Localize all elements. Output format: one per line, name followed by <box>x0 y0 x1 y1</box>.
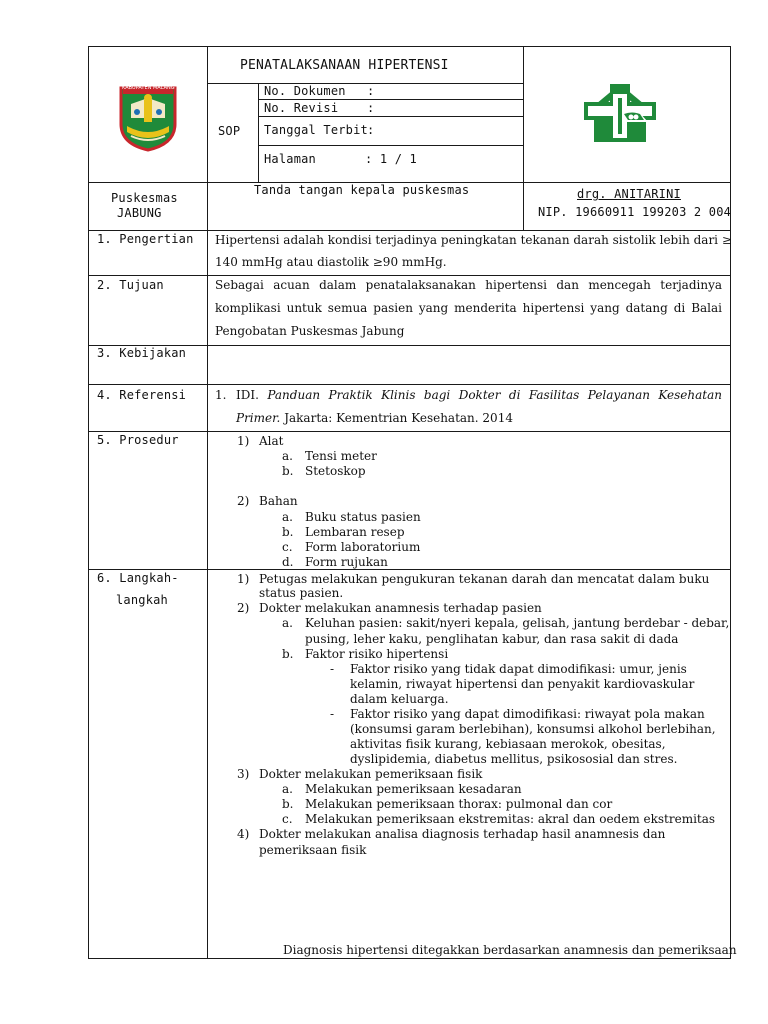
section-label-langkah-cont: langkah <box>116 593 168 607</box>
signature-label: Tanda tangan kepala puskesmas <box>254 183 470 197</box>
alat-heading: Alat <box>259 434 284 448</box>
bahan-item-marker: c. <box>282 540 293 554</box>
page-label: Halaman <box>264 152 316 166</box>
section-label-langkah: 6. Langkah- <box>97 571 179 585</box>
step-number: 3) <box>237 767 250 781</box>
tujuan-line-3: Pengobatan Puskesmas Jabung <box>215 324 405 338</box>
bahan-item: Form rujukan <box>305 555 388 569</box>
risk-text: Faktor risiko yang dapat dimodifikasi: riwayat pola makan <box>350 707 705 721</box>
risk-text: dalam keluarga. <box>350 692 449 706</box>
bahan-item-marker: a. <box>282 510 293 524</box>
issue-date-value: : <box>367 123 375 137</box>
alat-item-marker: a. <box>282 449 293 463</box>
kabupaten-malang-logo <box>117 84 179 152</box>
risk-text: (konsumsi garam berlebihan), konsumsi alkohol berlebihan, <box>350 722 716 736</box>
substep-text: Melakukan pemeriksaan kesadaran <box>305 782 522 796</box>
revision-value: : <box>367 101 375 115</box>
step-text: Dokter melakukan analisa diagnosis terhadap hasil anamnesis dan <box>259 827 666 841</box>
alat-item: Stetoskop <box>305 464 366 478</box>
referensi-line-2 <box>236 411 513 426</box>
referensi-author: IDI. <box>236 388 259 402</box>
section-label-referensi: 4. Referensi <box>97 388 187 402</box>
step-text: Petugas melakukan pengukuran tekanan darah dan mencatat dalam buku <box>259 572 710 586</box>
bahan-item: Buku status pasien <box>305 510 421 524</box>
row-divider-5 <box>88 569 731 570</box>
step-text: pemeriksaan fisik <box>259 843 367 857</box>
row-divider-sign <box>88 230 731 231</box>
substep-marker: a. <box>282 782 293 796</box>
section-label-pengertian: 1. Pengertian <box>97 232 194 246</box>
bahan-item: Lembaran resep <box>305 525 405 539</box>
alat-item: Tensi meter <box>305 449 377 463</box>
referensi-number: 1. <box>215 388 227 402</box>
tujuan-line-2: komplikasi untuk semua pasien yang menderita hipertensi yang datang di Balai <box>215 301 722 315</box>
document-title: PENATALAKSANAAN HIPERTENSI <box>240 58 449 73</box>
substep-marker: b. <box>282 797 294 811</box>
step-text: Dokter melakukan anamnesis terhadap pasien <box>259 601 542 615</box>
risk-text: Faktor risiko yang tidak dapat dimodifikasi: umur, jenis <box>350 662 687 676</box>
substep-text: Melakukan pemeriksaan ekstremitas: akral dan oedem ekstremitas <box>305 812 716 826</box>
risk-text: aktivitas fisik kurang, kebiasaan merokok, obesitas, <box>350 737 666 751</box>
risk-text: dyslipidemia, diabetus mellitus, psikososial dan stres. <box>350 752 678 766</box>
substep-text: pusing, leher kaku, penglihatan kabur, dan rasa sakit di dada <box>305 632 679 646</box>
pengertian-line-2: 140 mmHg atau diastolik ≥90 mmHg. <box>215 255 447 269</box>
substep-marker: a. <box>282 616 293 630</box>
risk-bullet: - <box>330 662 335 676</box>
logo-banner-text: KABUPATEN MALANG <box>122 85 175 91</box>
col-divider-2 <box>523 46 524 230</box>
referensi-title-end: Primer. <box>236 411 281 425</box>
step-number: 2) <box>237 601 250 615</box>
organization-name: Puskesmas <box>111 191 178 205</box>
bahan-item-marker: b. <box>282 525 294 539</box>
section-label-tujuan: 2. Tujuan <box>97 278 164 292</box>
tujuan-line-1: Sebagai acuan dalam penatalaksanakan hipertensi dan mencegah terjadinya <box>215 278 722 292</box>
row-divider-3 <box>88 384 731 385</box>
page-value: : 1 / 1 <box>365 152 417 166</box>
revision-label: No. Revisi <box>264 101 339 115</box>
referensi-line-1 <box>236 388 722 403</box>
head-nip: NIP. 19660911 199203 2 004 <box>538 205 732 219</box>
meta-row-divider-3 <box>258 145 524 146</box>
meta-row-divider-1 <box>258 99 524 100</box>
bahan-heading: Bahan <box>259 494 298 508</box>
alat-number: 1) <box>237 434 250 448</box>
doc-no-value: : <box>367 84 375 98</box>
substep-marker: c. <box>282 812 293 826</box>
section-label-kebijakan: 3. Kebijakan <box>97 346 187 360</box>
substep-text: Melakukan pemeriksaan thorax: pulmonal dan cor <box>305 797 613 811</box>
issue-date-label: Tanggal Terbit <box>264 123 368 137</box>
bahan-item-marker: d. <box>282 555 294 569</box>
alat-item-marker: b. <box>282 464 294 478</box>
referensi-publisher: Jakarta: Kementrian Kesehatan. 2014 <box>280 411 513 425</box>
doc-no-label: No. Dokumen <box>264 84 346 98</box>
sop-label: SOP <box>218 124 241 138</box>
head-name: drg. ANITARINI <box>577 187 681 201</box>
diagnosis-line: Diagnosis hipertensi ditegakkan berdasarkan anamnesis dan pemeriksaan <box>283 943 737 957</box>
risk-bullet: - <box>330 707 335 721</box>
meta-row-divider-2 <box>258 116 524 117</box>
step-text: status pasien. <box>259 586 344 600</box>
section-label-prosedur: 5. Prosedur <box>97 433 179 447</box>
puskesmas-logo <box>582 80 658 144</box>
substep-text: Faktor risiko hipertensi <box>305 647 449 661</box>
table-border-bottom <box>88 958 731 959</box>
title-row-divider <box>207 83 524 84</box>
step-number: 1) <box>237 572 250 586</box>
risk-text: kelamin, riwayat hipertensi dan penyakit kardiovaskular <box>350 677 695 691</box>
organization-unit: JABUNG <box>117 206 162 220</box>
step-text: Dokter melakukan pemeriksaan fisik <box>259 767 483 781</box>
step-number: 4) <box>237 827 250 841</box>
bahan-number: 2) <box>237 494 250 508</box>
bahan-item: Form laboratorium <box>305 540 421 554</box>
table-border-top <box>88 46 731 47</box>
row-divider-1 <box>88 275 731 276</box>
substep-marker: b. <box>282 647 294 661</box>
row-divider-4 <box>88 431 731 432</box>
substep-text: Keluhan pasien: sakit/nyeri kepala, gelisah, jantung berdebar - debar, <box>305 616 730 630</box>
sop-divider <box>258 83 259 182</box>
pengertian-line-1: Hipertensi adalah kondisi terjadinya peningkatan tekanan darah sistolik lebih dari ≥ <box>215 233 732 247</box>
referensi-title: Panduan Praktik Klinis bagi Dokter di Fasilitas Pelayanan Kesehatan <box>267 388 722 402</box>
